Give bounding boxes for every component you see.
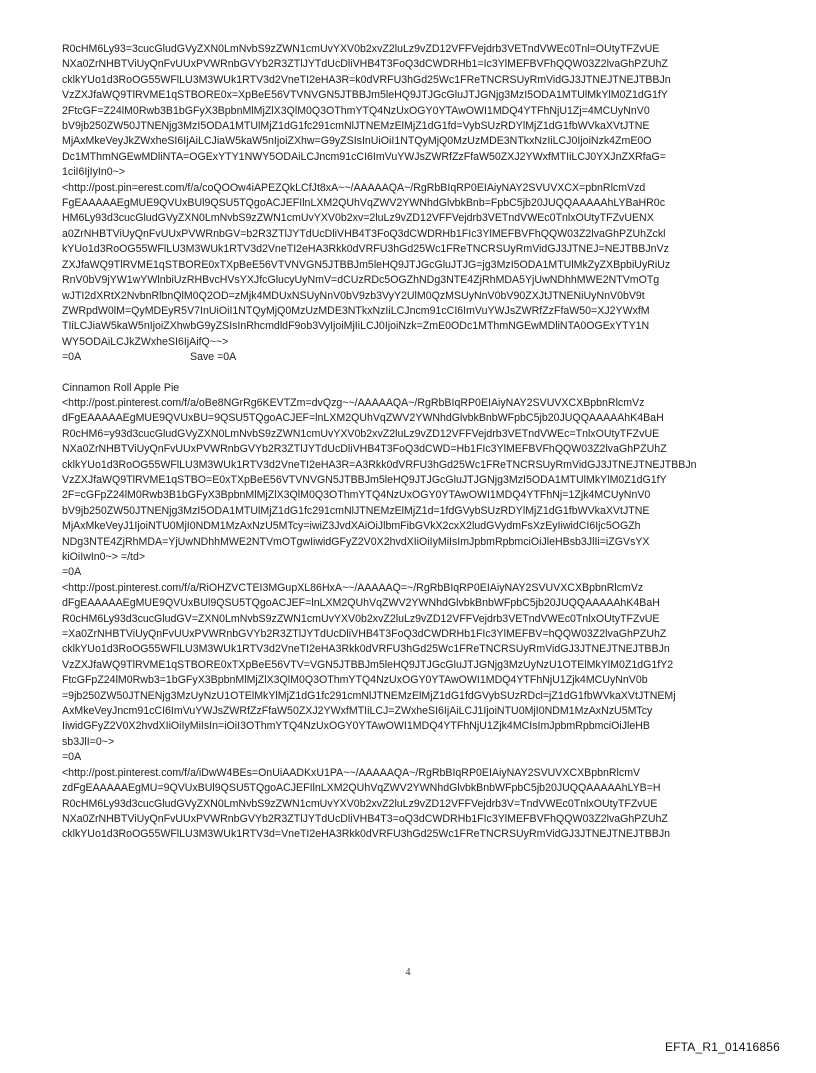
text-line: AxMkeVeyJncm91cCI6ImVuYWJsZWRfZzFfaW50ZXJ2YWxfMTIiLCJ=ZWxheSI6IjAiLCJ1IjoiNTU0MjI0NDM1MzAxNzU5MTcy xyxy=(62,705,653,718)
text-line: <http://post.pinterest.com/f/a/iDwW4BEs=OnUiAADKxU1PA~~/AAAAAQA~/RgRbBIqRP0EIAiyNAY2SVUVXCXBpbnRlcmV xyxy=(62,766,641,779)
text-line: <http://post.pinterest.com/f/a/oBe8NGrRg6KEVTZm=dvQzg~~/AAAAAQA~/RgRbBIqRP0EIAiyNAY2SVUVXCXBpbnRlcmVz xyxy=(62,396,645,409)
text-line: cklkYUo1d3RoOG55WFlLU3M3WUk1RTV3d2VneTI2eHA3R=A3Rkk0dVRFU3hGd25Wc1FReTNCRSUyRmVidGJ3JTNEJTNEJTBBJn xyxy=(62,458,697,471)
text-line: <http://post.pin=erest.com/f/a/coQOOw4iAPEZQkLCfJt8xA~~/AAAAAQA~/RgRbBIqRP0EIAiyNAY2SVUVXCX=pbnRlcmVzd xyxy=(62,181,646,194)
email-document-body xyxy=(62,42,772,843)
line-break-marker: =0A xyxy=(62,351,82,364)
recipe-title: Cinnamon Roll Apple Pie xyxy=(62,381,180,394)
text-line: sb3JlI=0~> xyxy=(62,735,115,748)
text-line: kYUo1d3RoOG55WFlLU3M3WUk1RTV3d2VneTI2eHA3Rkk0dVRFU3hGd25Wc1FReTNCRSUyRmVidGJ3JTNEJ=NEJTBBJnVz xyxy=(62,243,669,256)
text-line: 1ciI6IjIyIn0~> xyxy=(62,166,126,179)
text-line: =Xa0ZrNHBTViUyQnFvUUxPVWRnbGVYb2R3ZTlJYTdUcDliVHB4T3FoQ3dCWDRHb1FIc3YlMEFBV=hQQW03Z2lvaGhPZUhZ xyxy=(62,628,667,641)
text-line: NXa0ZrNHBTViUyQnFvUUxPVWRnbGVYb2R3ZTlJYTdUcDliVHB4T3FoQ3dCWDRHb1=Ic3YlMEFBVFhQQW03Z2lvaGhPZUhZ xyxy=(62,58,668,71)
document-id-footer: EFTA_R1_01416856 xyxy=(664,1040,780,1054)
text-line: a0ZrNHBTViUyQnFvUUxPVWRnbGV=b2R3ZTlJYTdUcDliVHB4T3FoQ3dCWDRHb1FIc3YlMEFBVFhQQW03Z2lvaGhPZUhZckl xyxy=(62,227,666,240)
text-line: bV9jb250ZW50JTNENjg3MzI5ODA1MTUlMjZ1dG1fc291cmNlJTNEMzElMjZ1dG1fd=VybSUzRDYlMjZ1dG1fbWVkaXVtJTNE xyxy=(62,120,650,133)
text-line: VzZXJfaWQ9TlRVME1qSTBORE0x=XpBeE56VTVNVGN5JTBBJm5leHQ9JTJGcGluJTJGNjg3MzI5ODA1MTUlMkYlM0Z1dG1fY xyxy=(62,89,668,102)
text-line: cklkYUo1d3RoOG55WFlLU3M3WUk1RTV3d2VneTI2eHA3R=k0dVRFU3hGd25Wc1FReTNCRSUyRmVidGJ3JTNEJTNEJTBBJn xyxy=(62,73,671,86)
text-line: FtcGFpZ24lM0Rwb3=1bGFyX3BpbnMlMjZlX3QlM0Q3OThmYTQ4NzUxOGY0YTAwOWI1MDQ4YTFhNjU1Zjk4MCUyNnV0b xyxy=(62,674,648,687)
text-line: 2FtcGF=Z24lM0Rwb3B1bGFyX3BpbnMlMjZlX3QlM0Q3OThmYTQ4NzUxOGY0YTAwOWI1MDQ4YTFhNjU1Zj=4MCUyNnV0 xyxy=(62,104,650,117)
text-line: VzZXJfaWQ9TlRVME1qSTBO=E0xTXpBeE56VTVNVGN5JTBBJm5leHQ9JTJGcGluJTJGNjg3MzI5ODA1MTUlMkYlM0Z1dG1fY xyxy=(62,473,667,486)
text-line: MjAxMkeVeyJ1IjoiNTU0MjI0NDM1MzAxNzU5MTcy=iwiZ3JvdXAiOiJlbmFibGVkX2cxX2ludGVydmFsXzEyIiwidCI6Ijc5OGZh xyxy=(62,520,641,533)
text-line: 2F=cGFpZ24lM0Rwb3B1bGFyX3BpbnMlMjZlX3QlM0Q3OThmYTQ4NzUxOGY0YTAwOWI1MDQ4YTFhNj=1Zjk4MCUyNnV0 xyxy=(62,489,651,502)
text-line: =9jb250ZW50JTNENjg3MzUyNzU1OTElMkYlMjZ1dG1fc291cmNlJTNEMzElMjZ1dG1fdGVybSUzRDcl=jZ1dG1fbWVkaXVtJTNEMj xyxy=(62,689,676,702)
text-line: zdFgEAAAAAEgMU=9QVUxBUl9QSU5TQgoACJEFIlnLXM2QUhVqZWV2YWNhdGlvbkBnbWFpbC5jb20JUQQAAAAAhLYB=H xyxy=(62,782,661,795)
text-line: Dc1MThmNGEwMDliNTA=OGExYTY1NWY5ODAiLCJncm91cCI6ImVuYWJsZWRfZzFfaW50ZXJ2YWxfMTIiLCJ0YXJnZXRfaG= xyxy=(62,150,666,163)
text-line: VzZXJfaWQ9TlRVME1qSTBORE0xTXpBeE56VTV=VGN5JTBBJm5leHQ9JTJGcGluJTJGNjg3MzUyNzU1OTElMkYlM0Z1dG1fY2 xyxy=(62,658,674,671)
text-line: FgEAAAAAEgMUE9QVUxBUl9QSU5TQgoACJEFIlnLXM2QUhVqZWV2YWNhdGlvbkBnb=FpbC5jb20JUQQAAAAAhLYBaHR0c xyxy=(62,197,665,210)
text-line: MjAxMkeVeyJkZWxheSI6IjAiLCJiaW5kaW5nIjoiZXhw=G9yZSIsInUiOiI1NTQyMjQ0MzUzMDE3NTkxNzIiLCJ0IjoiNzk4ZmE0O xyxy=(62,135,652,148)
text-line: R0cHM6Ly93d3cucGludGVyZXN0LmNvbS9zZWN1cmUvYXV0b2xvZ2luLz9vZD12VFFVejdrb3V=TndVWEc0TnlxOUtyTFZvUE xyxy=(62,797,658,810)
text-line: cklkYUo1d3RoOG55WFlLU3M3WUk1RTV3d2VneTI2eHA3Rkk0dVRFU3hGd25Wc1FReTNCRSUyRmVidGJ3JTNEJTNEJTBBJn xyxy=(62,643,670,656)
page-number: 4 xyxy=(405,967,411,978)
text-line: bV9jb250ZW50JTNENjg3MzI5ODA1MTUlMjZ1dG1fc291cmNlJTNEMzElMjZ1d=1fdGVybSUzRDYlMjZ1dG1fbWVkaXVtJTNE xyxy=(62,504,650,517)
text-line: NXa0ZrNHBTViUyQnFvUUxPVWRnbGVYb2R3ZTlJYTdUcDliVHB4T3FoQ3dCWD=Hb1FIc3YlMEFBVFhQQW03Z2lvaGhPZUhZ xyxy=(62,443,667,456)
text-line: dFgEAAAAAEgMUE9QVUxBUl9QSU5TQgoACJEF=lnLXM2QUhVqZWV2YWNhdGlvbkBnbWFpbC5jb20JUQQAAAAAhK4BaH xyxy=(62,597,660,610)
text-line: WY5ODAiLCJkZWxheSI6IjAifQ~~> xyxy=(62,335,229,348)
text-line: <http://post.pinterest.com/f/a/RiOHZVCTEI3MGupXL86HxA~~/AAAAAQ=~/RgRbBIqRP0EIAiyNAY2SVUVXCXBpbnRlcmVz xyxy=(62,581,644,594)
text-line: NXa0ZrNHBTViUyQnFvUUxPVWRnbGVYb2R3ZTlJYTdUcDliVHB4T3=oQ3dCWDRHb1FIc3YlMEFBVFhQQW03Z2lvaGhPZUhZ xyxy=(62,812,668,825)
text-line: wJTI2dXRtX2NvbnRlbnQlM0Q2OD=zMjk4MDUxNSUyNnV0bV9zb3VyY2UlM0QzMSUyNnV0bV90ZXJtJTNENiUyNnV0bV9t xyxy=(62,289,645,302)
encoded-link-block-2 xyxy=(62,396,772,843)
text-line: kiOiIwIn0~> =/td> xyxy=(62,551,146,563)
text-line: R0cHM6Ly93=3cucGludGVyZXN0LmNvbS9zZWN1cmUvYXV0b2xvZ2luLz9vZD12VFFVejdrb3VETndVWEc0Tnl=OUtyTFZvUE xyxy=(62,43,660,55)
text-line: HM6Ly93d3cucGludGVyZXN0LmNvbS9zZWN1cmUvYXV0b2xv=2luLz9vZD12VFFVejdrb3VETndVWEc0TnlxOUtyTFZvUENX xyxy=(62,212,654,225)
text-line: TIiLCJiaW5kaW5nIjoiZXhwbG9yZSIsInRhcmdldF9ob3VyIjoiMjIiLCJ0IjoiNzk=ZmE0ODc1MThmNGEwMDliNTA0OGExYTY1N xyxy=(62,320,650,333)
text-line: cklkYUo1d3RoOG55WFlLU3M3WUk1RTV3d=VneTI2eHA3Rkk0dVRFU3hGd25Wc1FReTNCRSUyRmVidGJ3JTNEJTNEJTBBJn xyxy=(62,828,671,841)
text-line: RnV0bV9jYW1wYWlnbiUzRHBvcHVsYXJfcGlucyUyNmV=dCUzRDc5OGZhNDg3NTE4ZjRhMDA5YjUwNDhhMWE2NTVmOTg xyxy=(62,274,660,287)
text-line: IiwidGFyZ2V0X2hvdXIiOiIyMiIsIn=iOiI3OThmYTQ4NzUxOGY0YTAwOWI1MDQ4YTFhNjU1Zjk4MCIsImJpbmRpbmciOiJleHB xyxy=(62,720,650,733)
text-line: ZXJfaWQ9TlRVME1qSTBORE0xTXpBeE56VTVNVGN5JTBBJm5leHQ9JTJGcGluJTJG=jg3MzI5ODA1MTUlMkZyZXBpbiUyRiUz xyxy=(62,258,671,271)
text-line: dFgEAAAAAEgMUE9QVUxBU=9QSU5TQgoACJEF=lnLXM2QUhVqZWV2YWNhdGlvbkBnbWFpbC5jb20JUQQAAAAAhK4BaH xyxy=(62,412,664,425)
save-label: Save =0A xyxy=(190,351,237,364)
text-line: =0A xyxy=(62,566,82,579)
text-line: ZWRpdW0lM=QyMDEyR5V7InUiOiI1NTQyMjQ0MzUzMDE3NTkxNzIiLCJncm91cCI6ImVuYWJsZWRfZzFfaW50=XJ2YWxfM xyxy=(62,304,650,317)
text-line: NDg3NTE4ZjRhMDA=YjUwNDhhMWE2NTVmOTgwIiwidGFyZ2V0X2hvdXIiOiIyMiIsImJpbmRpbmciOiJleHBsb3JlIi=iZGVsYX xyxy=(62,535,650,548)
text-line: R0cHM6Ly93d3cucGludGV=ZXN0LmNvbS9zZWN1cmUvYXV0b2xvZ2luLz9vZD12VFFVejdrb3VETndVWEc0TnlxOUtyTFZvUE xyxy=(62,612,660,625)
text-line: =0A xyxy=(62,751,82,764)
encoded-link-block-1 xyxy=(62,42,772,350)
text-line: R0cHM6=y93d3cucGludGVyZXN0LmNvbS9zZWN1cmUvYXV0b2xvZ2luLz9vZD12VFFVejdrb3VETndVWEc=TnlxOUtyTFZvUE xyxy=(62,427,660,440)
save-row xyxy=(62,350,772,365)
